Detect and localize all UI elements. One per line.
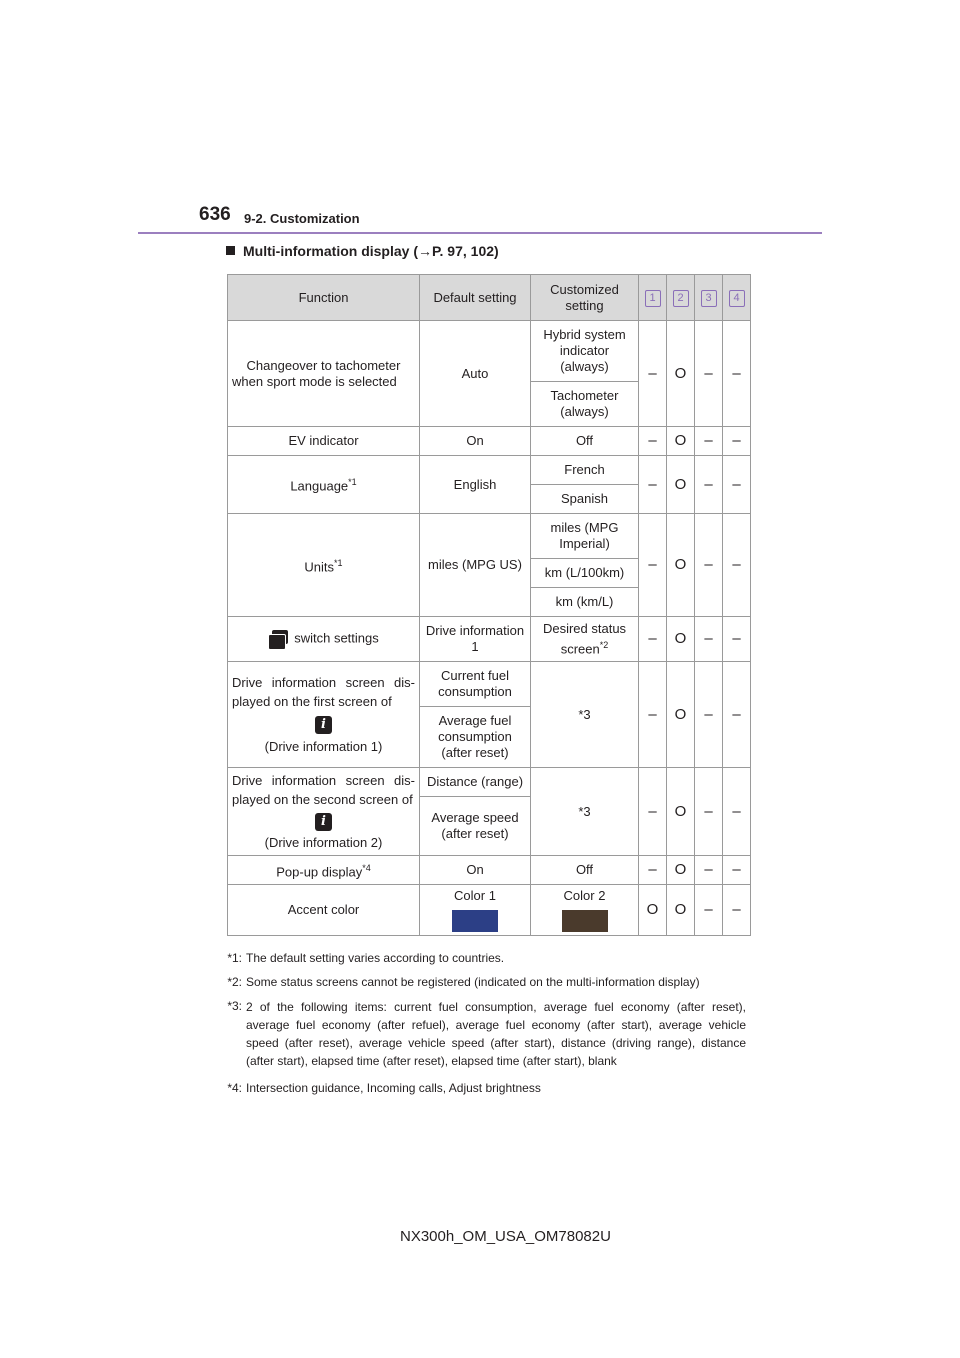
option-label: Color 1: [454, 888, 496, 903]
table-row: [228, 514, 751, 559]
footnote-mark: *2:: [227, 975, 242, 989]
cell-mark: –: [723, 456, 751, 514]
table-row: [228, 456, 751, 485]
info-icon: i: [232, 714, 415, 734]
cell-default: On: [420, 856, 531, 885]
cell-mark: –: [695, 321, 723, 427]
footnote-ref: *4: [362, 862, 371, 873]
header-rule: [138, 232, 822, 234]
cell-mark: O: [667, 885, 695, 936]
cell-mark: O: [667, 514, 695, 617]
cell-option: km (km/L): [531, 588, 639, 617]
function-label: Drive information screen dis-played on the first screen of: [232, 675, 415, 710]
function-label: switch settings: [294, 630, 379, 646]
table-row: [228, 617, 751, 662]
cell-mark: –: [723, 885, 751, 936]
table-row: [228, 321, 751, 382]
option-label: Desired status screen: [542, 620, 627, 657]
function-label: Pop-up display: [276, 864, 363, 880]
cell-mark: O: [639, 885, 667, 936]
footnote-text: Intersection guidance, Incoming calls, Adjust brightness: [246, 1081, 541, 1095]
footnote: [206, 974, 746, 990]
table-row: [228, 427, 751, 456]
footnote-text: The default setting varies according to countries.: [246, 951, 505, 965]
cell-function: EV indicator: [228, 427, 420, 456]
cell-option: miles (MPG Imperial): [531, 514, 639, 559]
cell-mark: –: [695, 768, 723, 856]
table-row: [228, 768, 751, 797]
cell-default: Current fuel consumption: [420, 662, 531, 707]
cell-function: [228, 856, 420, 885]
cell-option: Tachometer (always): [531, 382, 639, 427]
cell-default: Distance (range): [420, 768, 531, 797]
color-1-swatch: [452, 910, 498, 932]
cell-function: [228, 617, 420, 662]
cell-mark: –: [723, 768, 751, 856]
col-2: [667, 275, 695, 321]
col-customized: Customized setting: [531, 275, 639, 321]
cell-function: Changeover to tachometer when sport mode is selected: [228, 321, 420, 427]
function-label: Units: [304, 559, 335, 575]
info-icon: i: [232, 811, 415, 831]
cell-option: [531, 885, 639, 936]
cell-mark: –: [695, 885, 723, 936]
cell-default: Drive information 1: [420, 617, 531, 662]
col-2-label: 2: [673, 290, 689, 307]
footnote-ref: *2: [599, 639, 609, 650]
cell-option: Off: [531, 856, 639, 885]
cell-mark: –: [639, 856, 667, 885]
cell-default: English: [420, 456, 531, 514]
cell-default: On: [420, 427, 531, 456]
display-switch-icon: [268, 630, 288, 648]
page-number: 636: [199, 204, 231, 225]
cell-default: [420, 885, 531, 936]
cell-mark: –: [723, 617, 751, 662]
table-row: [228, 856, 751, 885]
cell-mark: –: [639, 456, 667, 514]
cell-mark: O: [667, 617, 695, 662]
cell-mark: O: [667, 427, 695, 456]
function-sublabel: (Drive information 2): [264, 834, 383, 850]
cell-mark: O: [667, 768, 695, 856]
table-row: [228, 662, 751, 707]
cell-default: Average fuel consumption (after reset): [420, 707, 531, 768]
cell-default: Average speed (after reset): [420, 797, 531, 856]
cell-option: *3: [531, 662, 639, 768]
cell-mark: –: [695, 456, 723, 514]
color-2-swatch: [562, 910, 608, 932]
footnote-ref: *1: [348, 477, 357, 488]
table-header: [228, 275, 751, 321]
cell-option: Spanish: [531, 485, 639, 514]
cell-function: [228, 662, 420, 768]
customization-table: [227, 274, 751, 936]
col-function: Function: [228, 275, 420, 321]
option-label: Color 2: [563, 888, 606, 903]
cell-option: [531, 617, 639, 662]
cell-mark: –: [695, 662, 723, 768]
cell-mark: O: [667, 662, 695, 768]
subheading: [226, 243, 499, 259]
cell-mark: O: [667, 856, 695, 885]
cell-option: French: [531, 456, 639, 485]
cell-mark: –: [639, 321, 667, 427]
subheading-text: Multi-information display (→P. 97, 102): [243, 243, 499, 259]
function-sublabel: (Drive information 1): [264, 738, 383, 754]
cell-mark: –: [639, 427, 667, 456]
cell-default: Auto: [420, 321, 531, 427]
cell-mark: –: [639, 662, 667, 768]
cell-mark: –: [723, 662, 751, 768]
cell-option: km (L/100km): [531, 559, 639, 588]
cell-option: *3: [531, 768, 639, 856]
cell-mark: –: [639, 768, 667, 856]
footnote: [206, 998, 746, 1070]
cell-mark: O: [667, 321, 695, 427]
footnote-mark: *4:: [227, 1081, 242, 1095]
cell-option: Hybrid system indicator (always): [531, 321, 639, 382]
col-1: [639, 275, 667, 321]
cell-mark: –: [639, 514, 667, 617]
col-4: [723, 275, 751, 321]
cell-mark: –: [695, 427, 723, 456]
cell-function: [228, 456, 420, 514]
cell-mark: –: [695, 617, 723, 662]
cell-option: Off: [531, 427, 639, 456]
cell-mark: –: [723, 321, 751, 427]
cell-mark: –: [723, 514, 751, 617]
cell-default: miles (MPG US): [420, 514, 531, 617]
section-title: 9-2. Customization: [244, 211, 360, 226]
footnote-text: 2 of the following items: current fuel consumption, average fuel economy (after reset), average fuel economy (after refuel), average fuel economy (after start), average vehicle speed (after reset), average vehicle speed (after start), distance (driving range), distance (after start), elapsed time (after reset), elapsed time (after start), blank: [246, 1000, 746, 1068]
document-code: NX300h_OM_USA_OM78082U: [400, 1228, 611, 1245]
cell-mark: –: [723, 856, 751, 885]
cell-mark: –: [695, 514, 723, 617]
cell-function: [228, 514, 420, 617]
function-label: Drive information screen dis-played on the second screen of: [232, 773, 415, 808]
cell-function: [228, 768, 420, 856]
function-label: Language: [290, 478, 349, 494]
bullet-square-icon: [226, 246, 235, 255]
cell-mark: –: [723, 427, 751, 456]
col-3: [695, 275, 723, 321]
cell-mark: –: [695, 856, 723, 885]
col-1-label: 1: [645, 290, 661, 307]
footnote: [206, 950, 746, 966]
cell-mark: O: [667, 456, 695, 514]
footnote-text: Some status screens cannot be registered (indicated on the multi-information display): [246, 975, 700, 989]
table-row: [228, 885, 751, 936]
col-3-label: 3: [701, 290, 717, 307]
cell-mark: –: [639, 617, 667, 662]
footnote-mark: *1:: [227, 951, 242, 965]
footnote-mark: *3:: [227, 999, 242, 1013]
footnote: [206, 1080, 746, 1096]
footnote-ref: *1: [334, 557, 343, 568]
col-default: Default setting: [420, 275, 531, 321]
cell-function: Accent color: [228, 885, 420, 936]
col-4-label: 4: [729, 290, 745, 307]
